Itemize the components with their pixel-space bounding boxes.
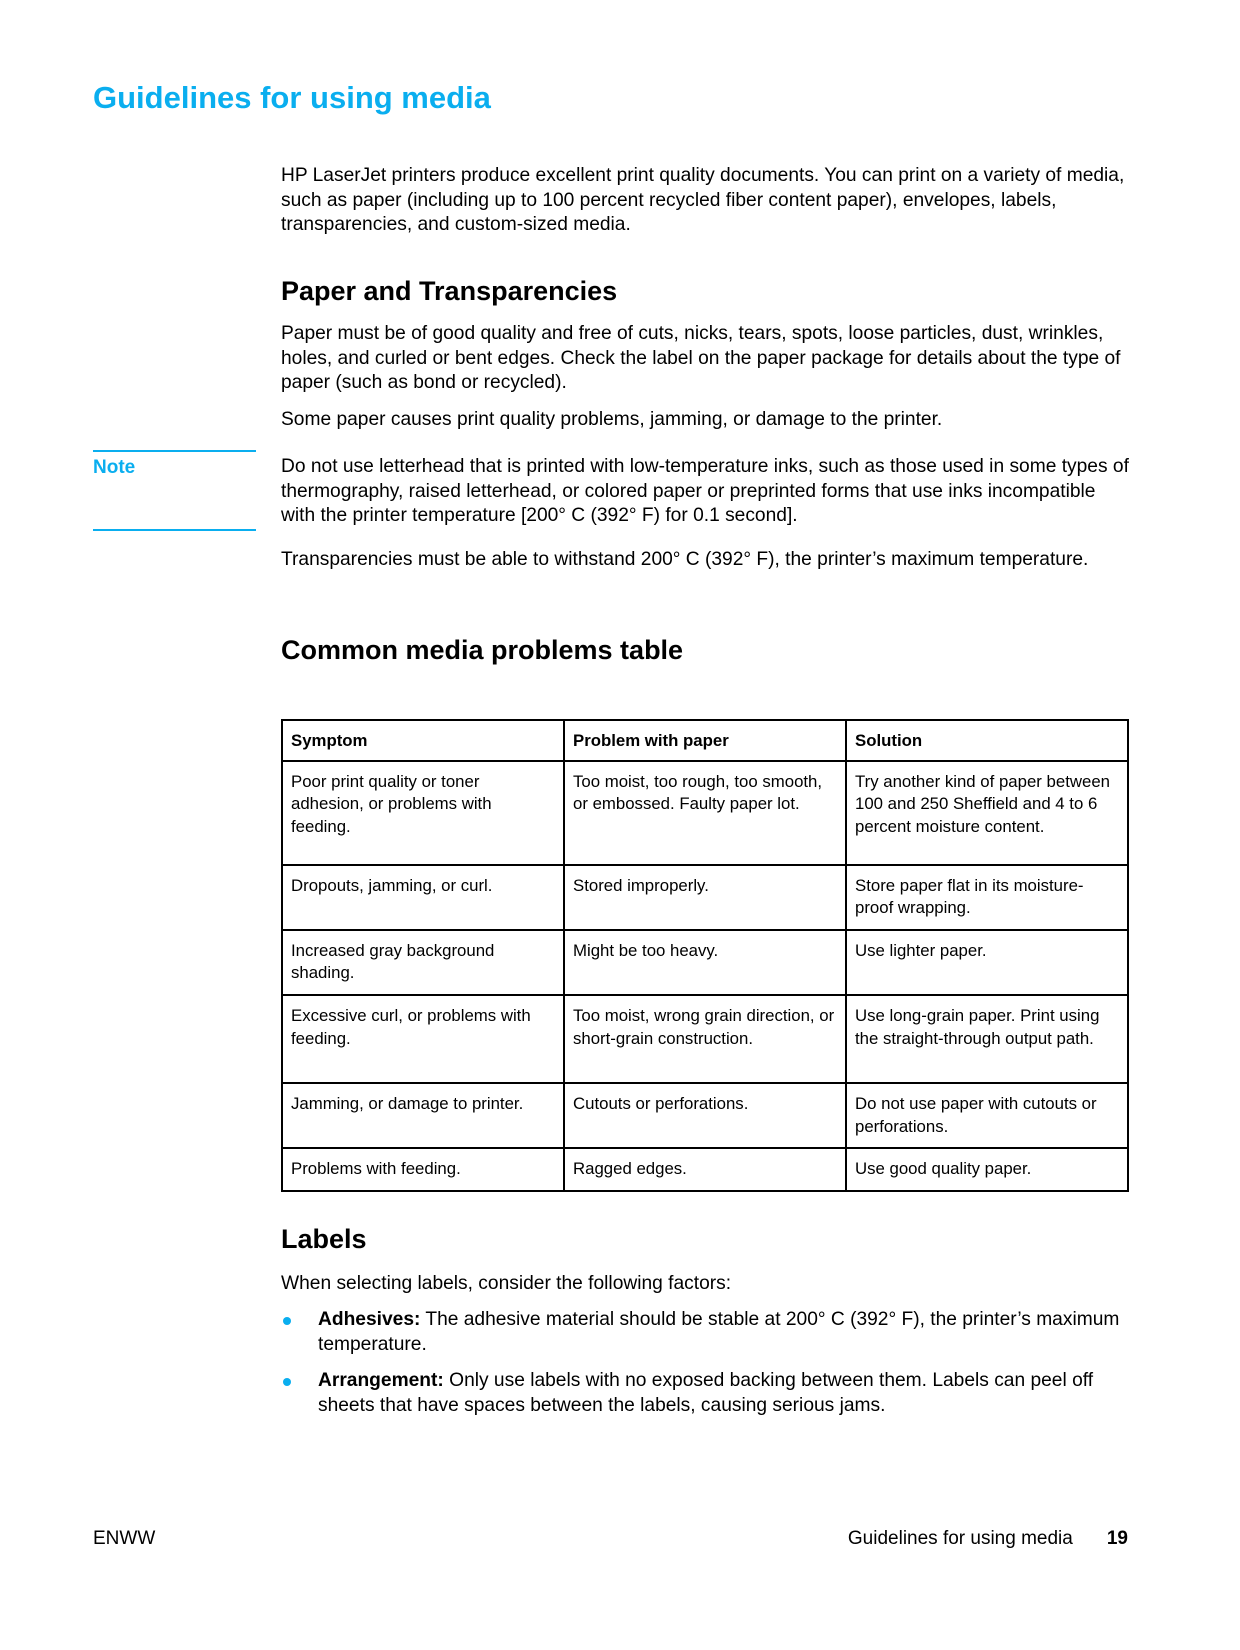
cell-solution: Use long-grain paper. Print using the straight-through output path.: [846, 995, 1128, 1083]
table-row: [282, 1083, 1128, 1148]
cell-solution: Try another kind of paper between 100 and 250 Sheffield and 4 to 6 percent moisture content.: [846, 761, 1128, 865]
column-header-symptom: Symptom: [282, 720, 564, 761]
table-header-row: [282, 720, 1128, 761]
note-label: Note: [93, 457, 136, 478]
cell-symptom: Excessive curl, or problems with feeding.: [282, 995, 564, 1083]
page-number: 19: [1106, 1528, 1128, 1549]
footer-locale: ENWW: [93, 1528, 156, 1549]
cell-symptom: Jamming, or damage to printer.: [282, 1083, 564, 1148]
cell-solution: Use lighter paper.: [846, 930, 1128, 995]
cell-symptom: Poor print quality or toner adhesion, or problems with feeding.: [282, 761, 564, 865]
cell-solution: Store paper flat in its moisture-proof wrapping.: [846, 865, 1128, 930]
factor-text: Only use labels with no exposed backing between them. Labels can peel off sheets that have spaces between the labels, causing serious jams.: [318, 1370, 1094, 1416]
table-row: [282, 995, 1128, 1083]
cell-problem: Too moist, too rough, too smooth, or embossed. Faulty paper lot.: [564, 761, 846, 865]
table-row: [282, 761, 1128, 865]
section-heading-labels: Labels: [281, 1224, 367, 1254]
page-title: Guidelines for using media: [93, 80, 491, 115]
intro-paragraph: HP LaserJet printers produce excellent print quality documents. You can print on a variety of media, such as paper (including up to 100 percent recycled fiber content paper), envelopes, labels, transparencies, and custom-sized media.: [281, 165, 1125, 236]
paper-problems-paragraph: Some paper causes print quality problems, jamming, or damage to the printer.: [281, 409, 943, 430]
column-header-problem: Problem with paper: [564, 720, 846, 761]
note-text: Do not use letterhead that is printed with low-temperature inks, such as those used in some types of thermography, raised letterhead, or colored paper or preprinted forms that use inks incompatible with the printer temperature [200° C (392° F) for 0.1 second].: [281, 456, 1129, 527]
cell-symptom: Problems with feeding.: [282, 1148, 564, 1191]
cell-solution: Use good quality paper.: [846, 1148, 1128, 1191]
cell-symptom: Dropouts, jamming, or curl.: [282, 865, 564, 930]
label-factors-list: [281, 1308, 1131, 1430]
footer-section-info: [848, 1528, 1128, 1550]
cell-problem: Ragged edges.: [564, 1148, 846, 1191]
cell-problem: Stored improperly.: [564, 865, 846, 930]
column-header-solution: Solution: [846, 720, 1128, 761]
cell-problem: Cutouts or perforations.: [564, 1083, 846, 1148]
bullet-icon: [283, 1378, 291, 1386]
footer-section-title: Guidelines for using media: [847, 1528, 1073, 1549]
cell-problem: Too moist, wrong grain direction, or short-grain construction.: [564, 995, 846, 1083]
cell-solution: Do not use paper with cutouts or perforations.: [846, 1083, 1128, 1148]
table-row: [282, 930, 1128, 995]
cell-symptom: Increased gray background shading.: [282, 930, 564, 995]
cell-problem: Might be too heavy.: [564, 930, 846, 995]
table-row: [282, 865, 1128, 930]
section-heading-media-problems: Common media problems table: [281, 635, 684, 665]
media-problems-table: [281, 719, 1129, 1192]
paper-quality-paragraph: Paper must be of good quality and free of cuts, nicks, tears, spots, loose particles, dust, wrinkles, holes, and curled or bent edges. Check the label on the paper package for details about the type of paper (such as bond or recycled).: [281, 323, 1121, 394]
transparency-paragraph: Transparencies must be able to withstand 200° C (392° F), the printer’s maximum temperature.: [281, 549, 1089, 570]
bullet-icon: [283, 1317, 291, 1325]
note-bottom-rule: [93, 529, 256, 531]
labels-intro: When selecting labels, consider the following factors:: [281, 1273, 732, 1294]
table-row: [282, 1148, 1128, 1191]
factor-term: Adhesives:: [318, 1309, 421, 1330]
list-item: [281, 1369, 1131, 1418]
list-item: [281, 1308, 1131, 1357]
note-top-rule: [93, 450, 256, 452]
factor-term: Arrangement:: [318, 1370, 444, 1392]
section-heading-paper: Paper and Transparencies: [281, 276, 618, 306]
factor-text: The adhesive material should be stable at 200° C (392° F), the printer’s maximum temperature.: [318, 1309, 1120, 1355]
